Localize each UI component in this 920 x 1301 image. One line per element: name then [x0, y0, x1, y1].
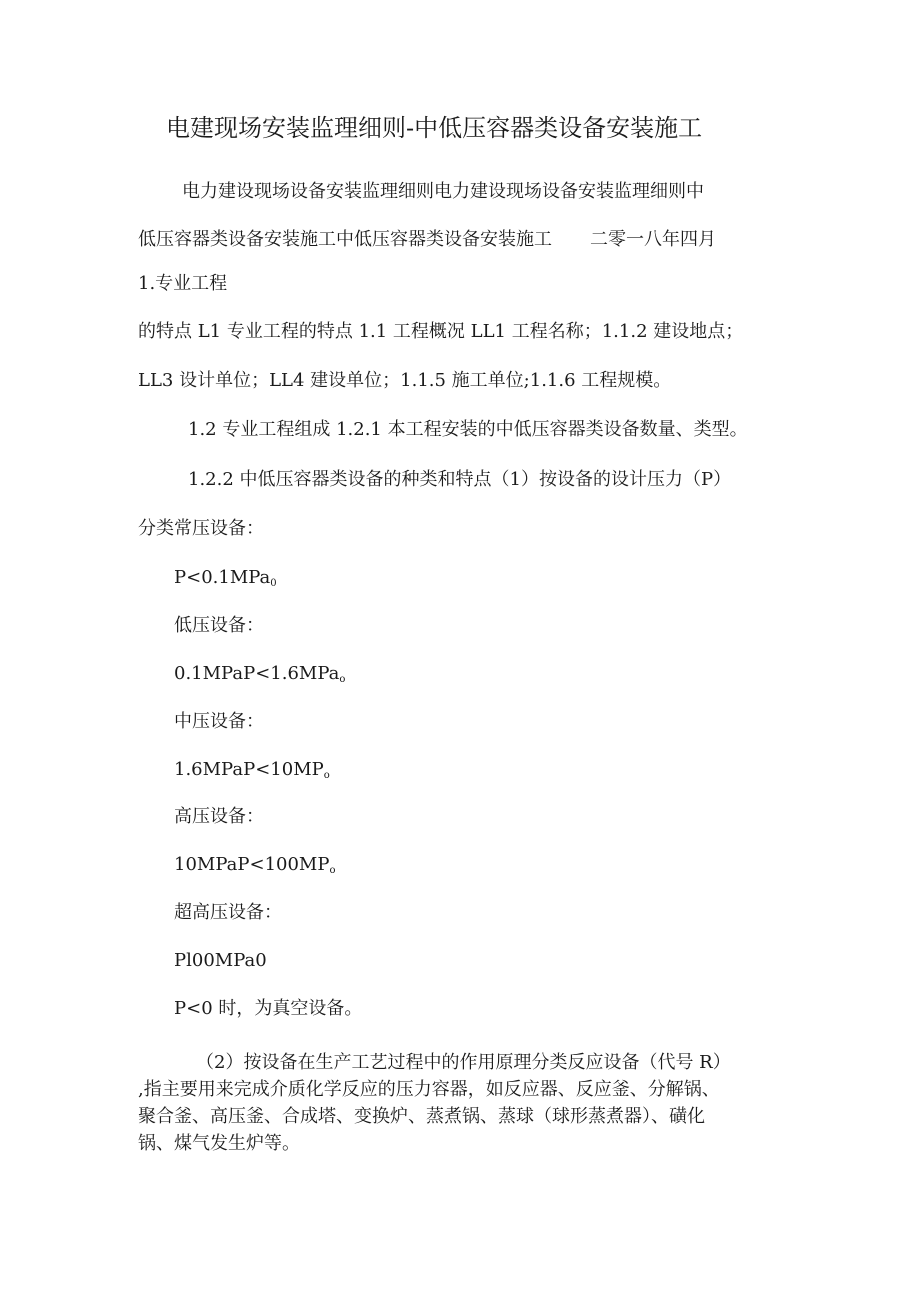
mid-pressure-sub: o	[323, 770, 330, 781]
intro-line-1: 电力建设现场设备安装监理细则电力建设现场设备安装监理细则中	[182, 181, 704, 202]
section-1-line-2: LL3 设计单位；LL4 建设单位；1.1.5 施工单位;1.1.6 工程规模。	[138, 370, 672, 391]
ultra-high-pressure-value: Pl00MPa0	[174, 950, 267, 971]
vacuum-equipment-note: P<0 时，为真空设备。	[174, 998, 363, 1019]
section-1-2-2-line-2: 分类常压设备：	[138, 518, 264, 539]
low-pressure-label: 低压设备：	[174, 615, 264, 636]
mid-pressure-value	[174, 758, 330, 788]
normal-pressure-value	[174, 566, 277, 596]
mid-pressure-label: 中压设备：	[174, 711, 264, 732]
reaction-line-2: ,指主要用来完成介质化学反应的压力容器，如反应器、反应釜、分解锅、	[138, 1079, 720, 1100]
reaction-line-1: （2）按设备在生产工艺过程中的作用原理分类反应设备（代号 R）	[196, 1052, 731, 1073]
mid-pressure-formula: 1.6MPaP<10MP	[174, 759, 324, 780]
intro-line-2	[138, 228, 716, 252]
section-1-2-line: 1.2 专业工程组成 1.2.1 本工程安装的中低压容器类设备数量、类型。	[188, 419, 748, 440]
high-pressure-formula: 10MPaP<100MP	[174, 854, 330, 875]
section-1-2-2-line-1: 1.2.2 中低压容器类设备的种类和特点（1）按设备的设计压力（P）	[188, 469, 732, 490]
section-1-line-1: 的特点 L1 专业工程的特点 1.1 工程概况 LL1 工程名称；1.1.2 建设地点；	[138, 321, 744, 342]
intro-date: 二零一八年四月	[590, 229, 716, 250]
high-pressure-label: 高压设备：	[174, 806, 264, 827]
low-pressure-sub: o	[339, 674, 346, 685]
intro-line-2-text: 低压容器类设备安装施工中低压容器类设备安装施工	[138, 229, 552, 250]
low-pressure-formula: 0.1MPaP<1.6MPa	[174, 663, 340, 684]
reaction-line-3: 聚合釜、高压釜、合成塔、变换炉、蒸煮锅、蒸球（球形蒸煮器）、磺化	[138, 1106, 705, 1127]
document-title: 电建现场安装监理细则-中低压容器类设备安装施工	[166, 114, 703, 142]
high-pressure-sub: o	[329, 865, 336, 876]
section-1-heading: 1.专业工程	[138, 273, 228, 294]
low-pressure-value	[174, 662, 345, 692]
reaction-line-4: 锅、煤气发生炉等。	[138, 1133, 300, 1154]
high-pressure-value	[174, 853, 336, 883]
normal-pressure-formula: P<0.1MPa	[174, 567, 271, 588]
ultra-high-pressure-label: 超高压设备：	[174, 902, 282, 923]
normal-pressure-sub: 0	[270, 578, 277, 589]
